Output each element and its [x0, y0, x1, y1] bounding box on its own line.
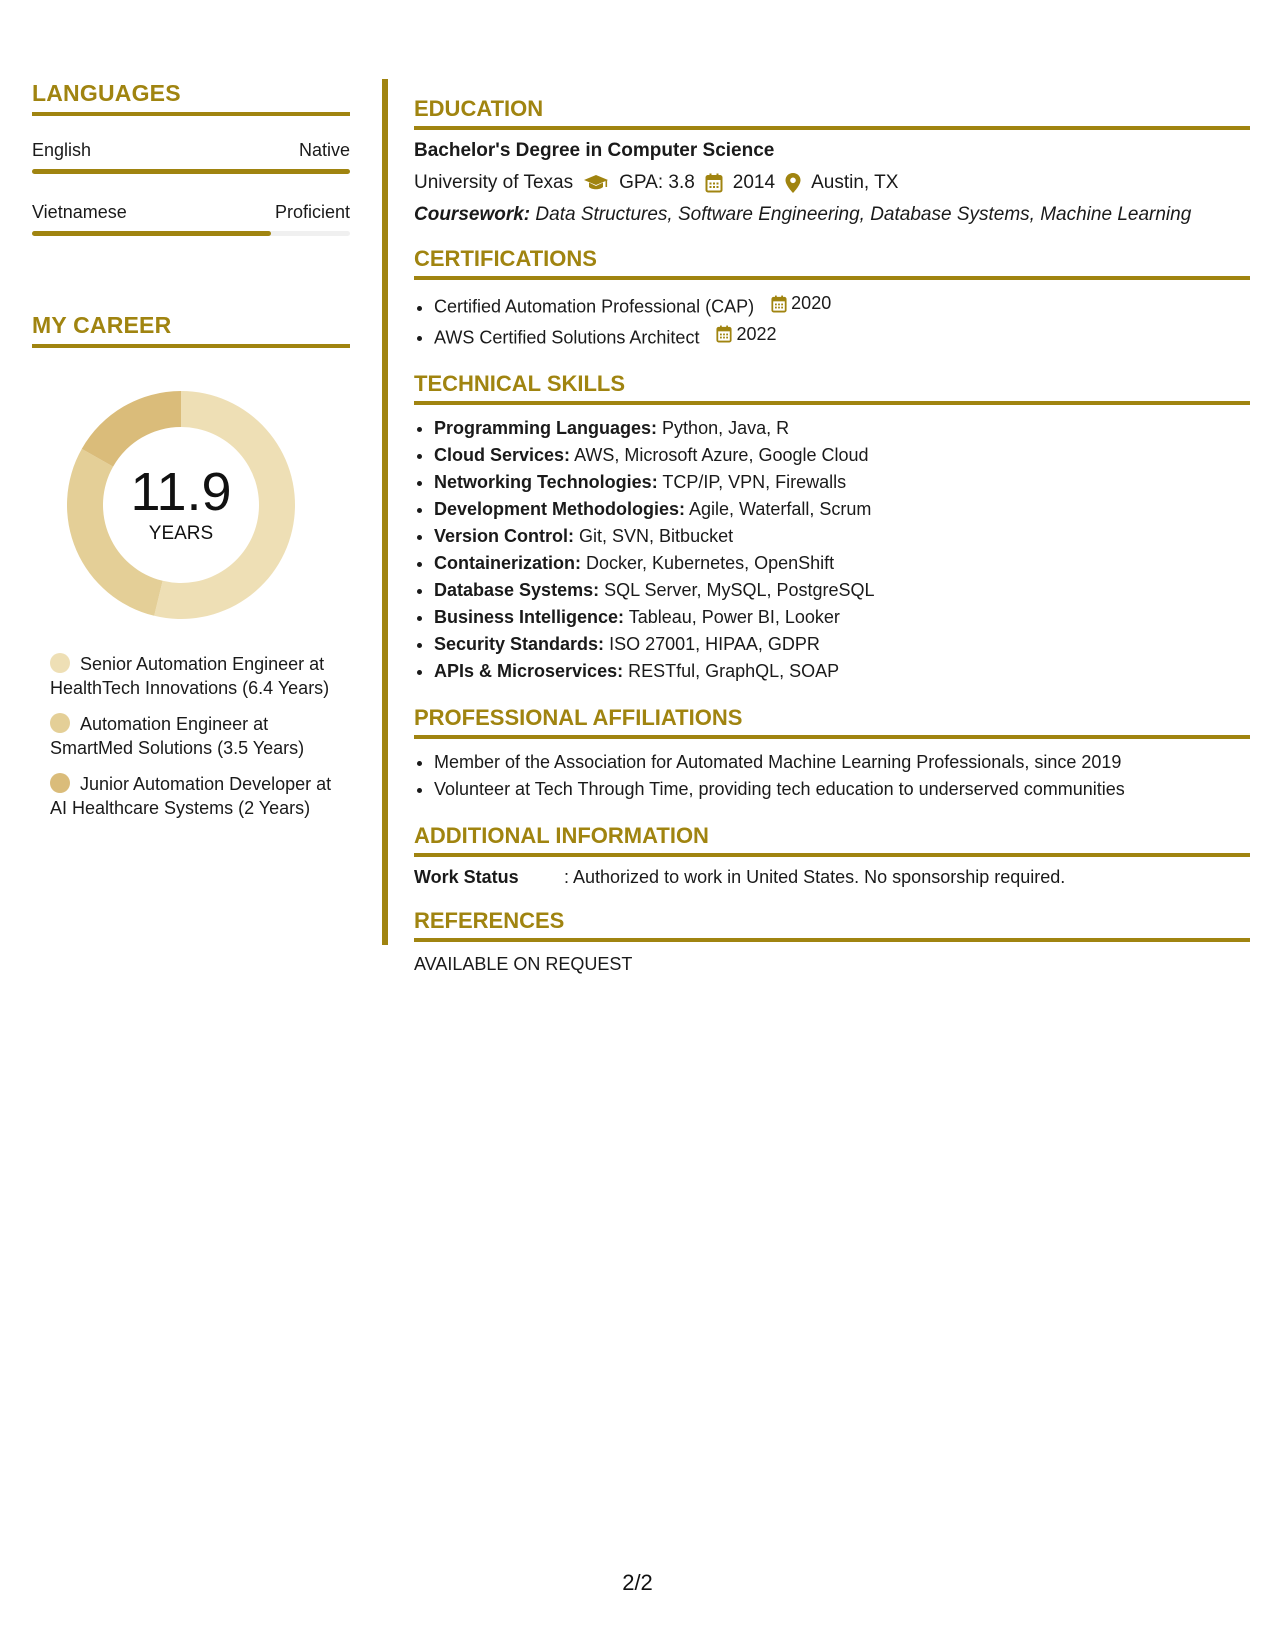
skill-item	[434, 577, 1250, 604]
skill-item	[434, 415, 1250, 442]
column-divider	[382, 79, 388, 945]
legend-label: Senior Automation Engineer at HealthTech Innovations (6.4 Years)	[50, 654, 330, 698]
skill-label: Cloud Services:	[434, 445, 571, 465]
skill-label: Development Methodologies:	[434, 499, 686, 519]
school-name: University of Texas	[414, 172, 574, 193]
skill-item	[434, 469, 1250, 496]
coursework-label: Coursework:	[414, 204, 531, 225]
certification-item	[434, 290, 1250, 321]
certification-item	[434, 321, 1250, 352]
skill-label: Business Intelligence:	[434, 607, 625, 627]
career-heading: MY CAREER	[32, 312, 350, 348]
work-status-row	[414, 867, 1250, 888]
degree-title: Bachelor's Degree in Computer Science	[414, 140, 775, 161]
affiliation-item: • Member of the Association for Automated Machine Learning Professionals, since 2019	[434, 749, 1250, 776]
left-column	[32, 80, 350, 832]
skill-item	[434, 604, 1250, 631]
certification-year: 2022	[736, 323, 777, 344]
calendar-icon	[716, 325, 732, 343]
additional-info-heading: ADDITIONAL INFORMATION	[414, 823, 1250, 857]
career-legend-item	[50, 772, 350, 820]
language-name: Vietnamese	[32, 202, 127, 222]
legend-swatch	[50, 653, 70, 673]
career-legend	[32, 652, 350, 820]
language-level-bar	[32, 169, 350, 174]
skill-item	[434, 658, 1250, 685]
references-text: AVAILABLE ON REQUEST	[414, 954, 633, 974]
career-total	[66, 390, 296, 620]
education-details	[414, 172, 1250, 194]
technical-skills-heading: TECHNICAL SKILLS	[414, 371, 1250, 405]
coursework-list: Data Structures, Software Engineering, Database Systems, Machine Learning	[535, 204, 1192, 225]
certification-year: 2020	[791, 293, 832, 313]
skill-value: Git, SVN, Bitbucket	[579, 526, 734, 546]
skill-item	[434, 631, 1250, 658]
certification-name: AWS Certified Solutions Architect	[434, 327, 700, 347]
legend-swatch	[50, 713, 70, 733]
gpa: GPA: 3.8	[619, 172, 695, 193]
school-location: Austin, TX	[811, 172, 899, 193]
right-column	[414, 96, 1250, 975]
language-level-fill	[32, 231, 271, 236]
career-donut-chart	[66, 390, 296, 620]
location-pin-icon	[785, 173, 801, 193]
additional-info-section	[414, 823, 1250, 888]
calendar-icon	[705, 173, 723, 193]
certifications-section	[414, 246, 1250, 351]
language-item	[32, 202, 350, 236]
education-section	[414, 96, 1250, 226]
legend-swatch	[50, 773, 70, 793]
work-status-value: : Authorized to work in United States. No sponsorship required.	[564, 867, 1066, 887]
skill-item	[434, 550, 1250, 577]
career-legend-item	[50, 712, 350, 760]
work-status-label: Work Status	[414, 867, 519, 887]
skill-item	[434, 442, 1250, 469]
references-section	[414, 908, 1250, 975]
education-heading: EDUCATION	[414, 96, 1250, 130]
certification-name: Certified Automation Professional (CAP)	[434, 296, 755, 317]
skill-label: Containerization:	[434, 553, 581, 573]
career-legend-item	[50, 652, 350, 700]
skill-label: Security Standards:	[434, 634, 605, 654]
skill-label: Database Systems:	[434, 580, 600, 600]
skill-label: Programming Languages:	[434, 418, 658, 438]
skill-value: TCP/IP, VPN, Firewalls	[662, 472, 847, 492]
affiliations-section	[414, 705, 1250, 803]
coursework	[414, 204, 1250, 226]
skill-value: RESTful, GraphQL, SOAP	[628, 661, 840, 681]
skill-label: Version Control:	[434, 526, 575, 546]
language-name: English	[32, 140, 92, 160]
page-number: 2/2	[622, 1570, 653, 1595]
graduation-cap-icon	[583, 174, 609, 192]
language-level-fill	[32, 169, 350, 174]
legend-label: Junior Automation Developer at AI Healthcare Systems (2 Years)	[50, 774, 332, 818]
skill-value: Agile, Waterfall, Scrum	[689, 499, 872, 519]
skill-item	[434, 523, 1250, 550]
skill-value: Tableau, Power BI, Looker	[628, 607, 840, 627]
graduation-year: 2014	[732, 172, 776, 193]
affiliations-heading: PROFESSIONAL AFFILIATIONS	[414, 705, 1250, 739]
legend-label: Automation Engineer at SmartMed Solutions (3.5 Years)	[50, 714, 305, 758]
skill-value: Docker, Kubernetes, OpenShift	[586, 553, 835, 573]
language-level: Proficient	[274, 202, 350, 222]
skill-value: ISO 27001, HIPAA, GDPR	[609, 634, 820, 654]
skill-value: SQL Server, MySQL, PostgreSQL	[604, 580, 875, 600]
language-level-bar	[32, 231, 350, 236]
calendar-icon	[771, 295, 787, 313]
language-item	[32, 140, 350, 174]
skill-value: Python, Java, R	[662, 418, 790, 438]
career-years-label: YEARS	[148, 523, 214, 544]
references-heading: REFERENCES	[414, 908, 1250, 942]
language-level: Native	[298, 140, 350, 160]
affiliation-item: • Volunteer at Tech Through Time, providing tech education to underserved communities	[434, 776, 1250, 803]
technical-skills-section	[414, 371, 1250, 685]
certifications-heading: CERTIFICATIONS	[414, 246, 1250, 280]
languages-heading: LANGUAGES	[32, 80, 350, 116]
skill-label: APIs & Microservices:	[434, 661, 624, 681]
skill-label: Networking Technologies:	[434, 472, 658, 492]
career-total-years: 11.9	[130, 462, 232, 522]
skill-value: AWS, Microsoft Azure, Google Cloud	[574, 445, 869, 465]
skill-item	[434, 496, 1250, 523]
